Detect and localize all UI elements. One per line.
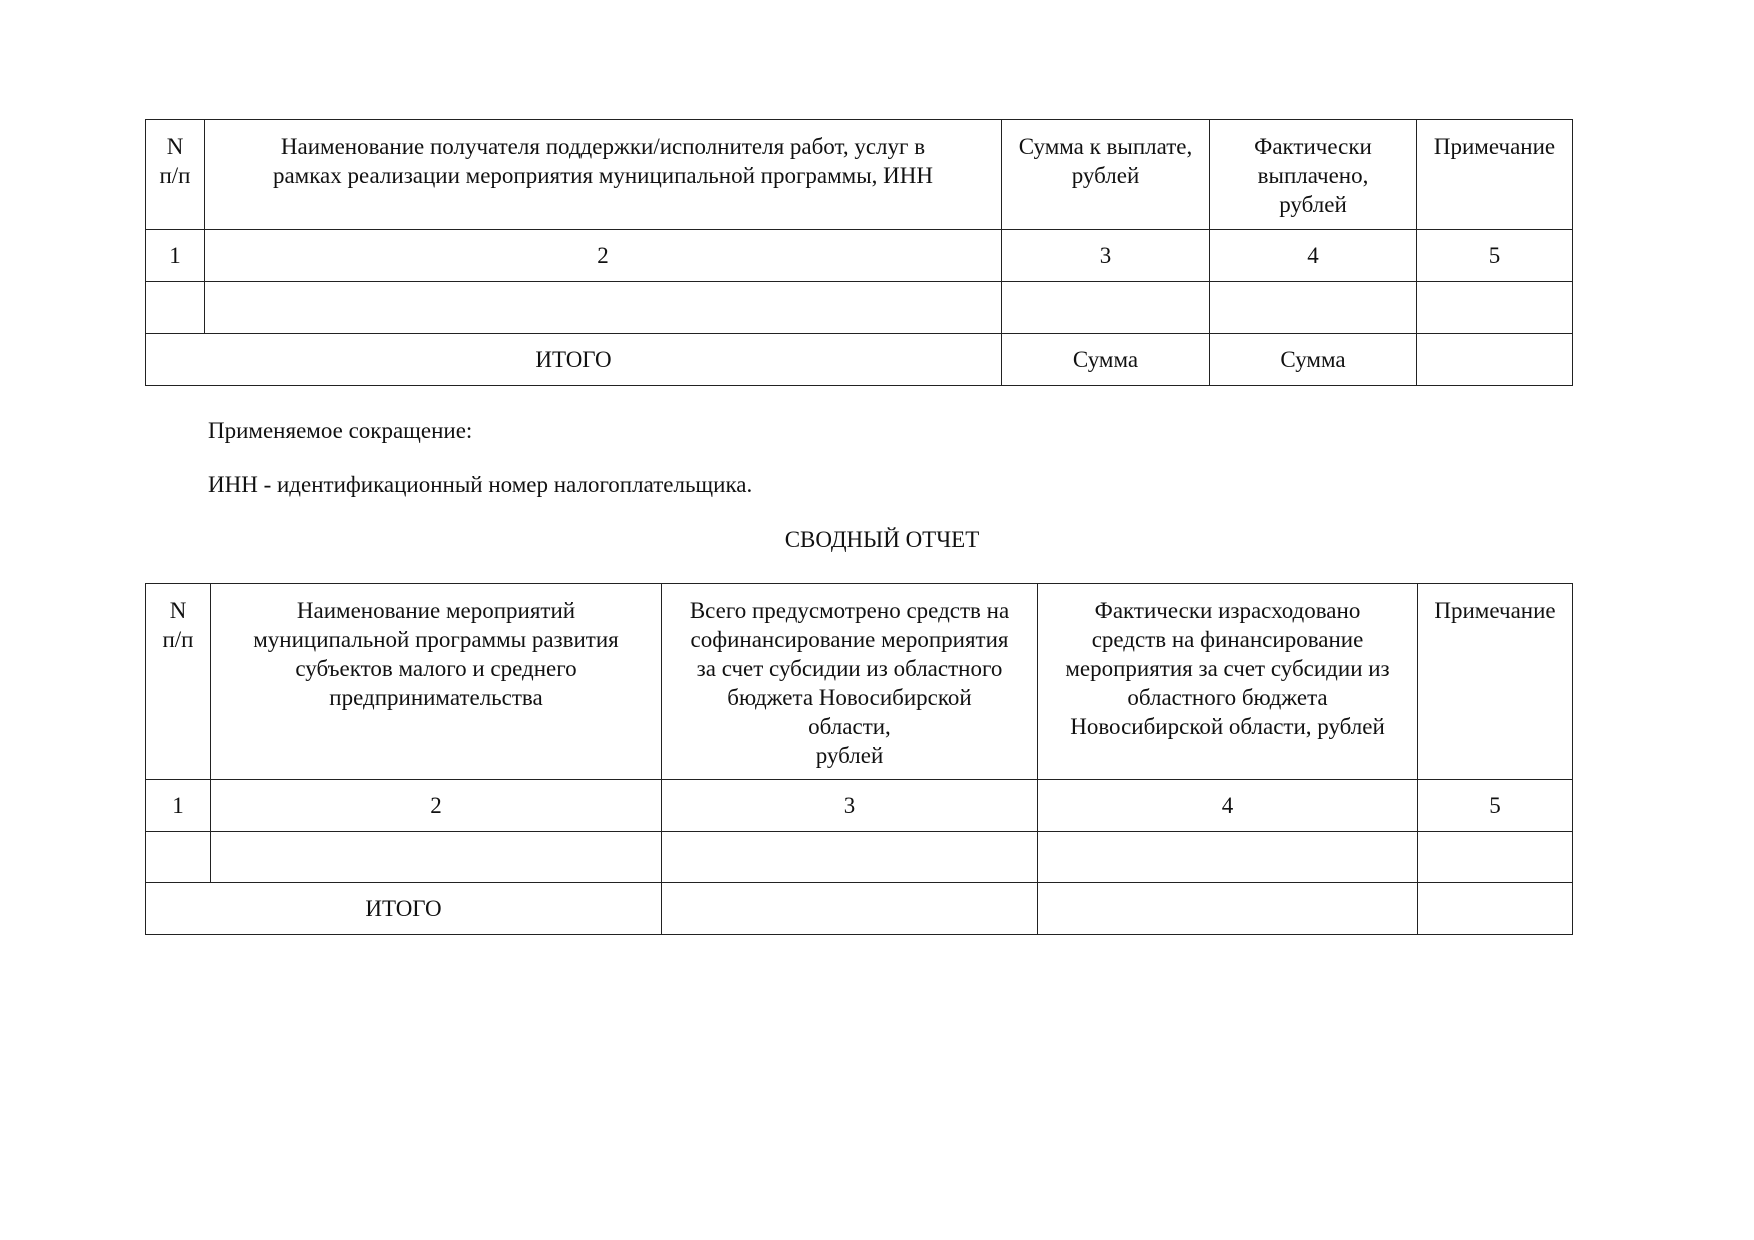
table-cell bbox=[1002, 282, 1210, 334]
column-number-row bbox=[146, 780, 1573, 832]
total-funds-spent bbox=[1038, 883, 1418, 935]
column-number: 3 bbox=[1002, 230, 1210, 282]
table-cell bbox=[211, 832, 662, 883]
table-cell bbox=[662, 832, 1038, 883]
table-cell bbox=[1418, 832, 1573, 883]
total-label: ИТОГО bbox=[146, 883, 662, 935]
summary-report-table bbox=[145, 583, 1573, 935]
column-number: 5 bbox=[1418, 780, 1573, 832]
total-funds-planned bbox=[662, 883, 1038, 935]
total-sum-payable: Сумма bbox=[1002, 334, 1210, 386]
total-label: ИТОГО bbox=[146, 334, 1002, 386]
header-number: N п/п bbox=[146, 120, 205, 230]
header-actually-paid: Фактически выплачено, рублей bbox=[1210, 120, 1417, 230]
column-number: 3 bbox=[662, 780, 1038, 832]
header-recipient-name: Наименование получателя поддержки/исполнителя работ, услуг в рамках реализации мероприятия муниципальной программы, ИНН bbox=[205, 120, 1002, 230]
abbreviation-title: Применяемое сокращение: bbox=[208, 418, 473, 443]
total-note bbox=[1417, 334, 1573, 386]
table-cell bbox=[1417, 282, 1573, 334]
table-cell bbox=[146, 832, 211, 883]
total-row bbox=[146, 883, 1573, 935]
header-funds-spent: Фактически израсходовано средств на финансирование мероприятия за счет субсидии из областного бюджета Новосибирской области, рублей bbox=[1038, 584, 1418, 780]
table-cell bbox=[205, 282, 1002, 334]
payments-table bbox=[145, 119, 1573, 386]
column-number-row bbox=[146, 230, 1573, 282]
header-funds-planned: Всего предусмотрено средств на софинансирование мероприятия за счет субсидии из областного бюджета Новосибирской области, рублей bbox=[662, 584, 1038, 780]
table-header-row bbox=[146, 120, 1573, 230]
column-number: 4 bbox=[1210, 230, 1417, 282]
column-number: 5 bbox=[1417, 230, 1573, 282]
header-note: Примечание bbox=[1417, 120, 1573, 230]
column-number: 4 bbox=[1038, 780, 1418, 832]
abbreviation-definition: ИНН - идентификационный номер налогоплательщика. bbox=[208, 472, 753, 497]
total-note bbox=[1418, 883, 1573, 935]
table-row bbox=[146, 282, 1573, 334]
header-sum-payable: Сумма к выплате, рублей bbox=[1002, 120, 1210, 230]
table-cell bbox=[146, 282, 205, 334]
column-number: 2 bbox=[211, 780, 662, 832]
total-row bbox=[146, 334, 1573, 386]
table-header-row bbox=[146, 584, 1573, 780]
column-number: 1 bbox=[146, 230, 205, 282]
header-number: N п/п bbox=[146, 584, 211, 780]
header-program-activities: Наименование мероприятий муниципальной программы развития субъектов малого и среднего предпринимательства bbox=[211, 584, 662, 780]
table-cell bbox=[1210, 282, 1417, 334]
table-row bbox=[146, 832, 1573, 883]
table-cell bbox=[1038, 832, 1418, 883]
summary-report-title: СВОДНЫЙ ОТЧЕТ bbox=[784, 527, 980, 552]
column-number: 2 bbox=[205, 230, 1002, 282]
total-sum-paid: Сумма bbox=[1210, 334, 1417, 386]
header-note: Примечание bbox=[1418, 584, 1573, 780]
column-number: 1 bbox=[146, 780, 211, 832]
